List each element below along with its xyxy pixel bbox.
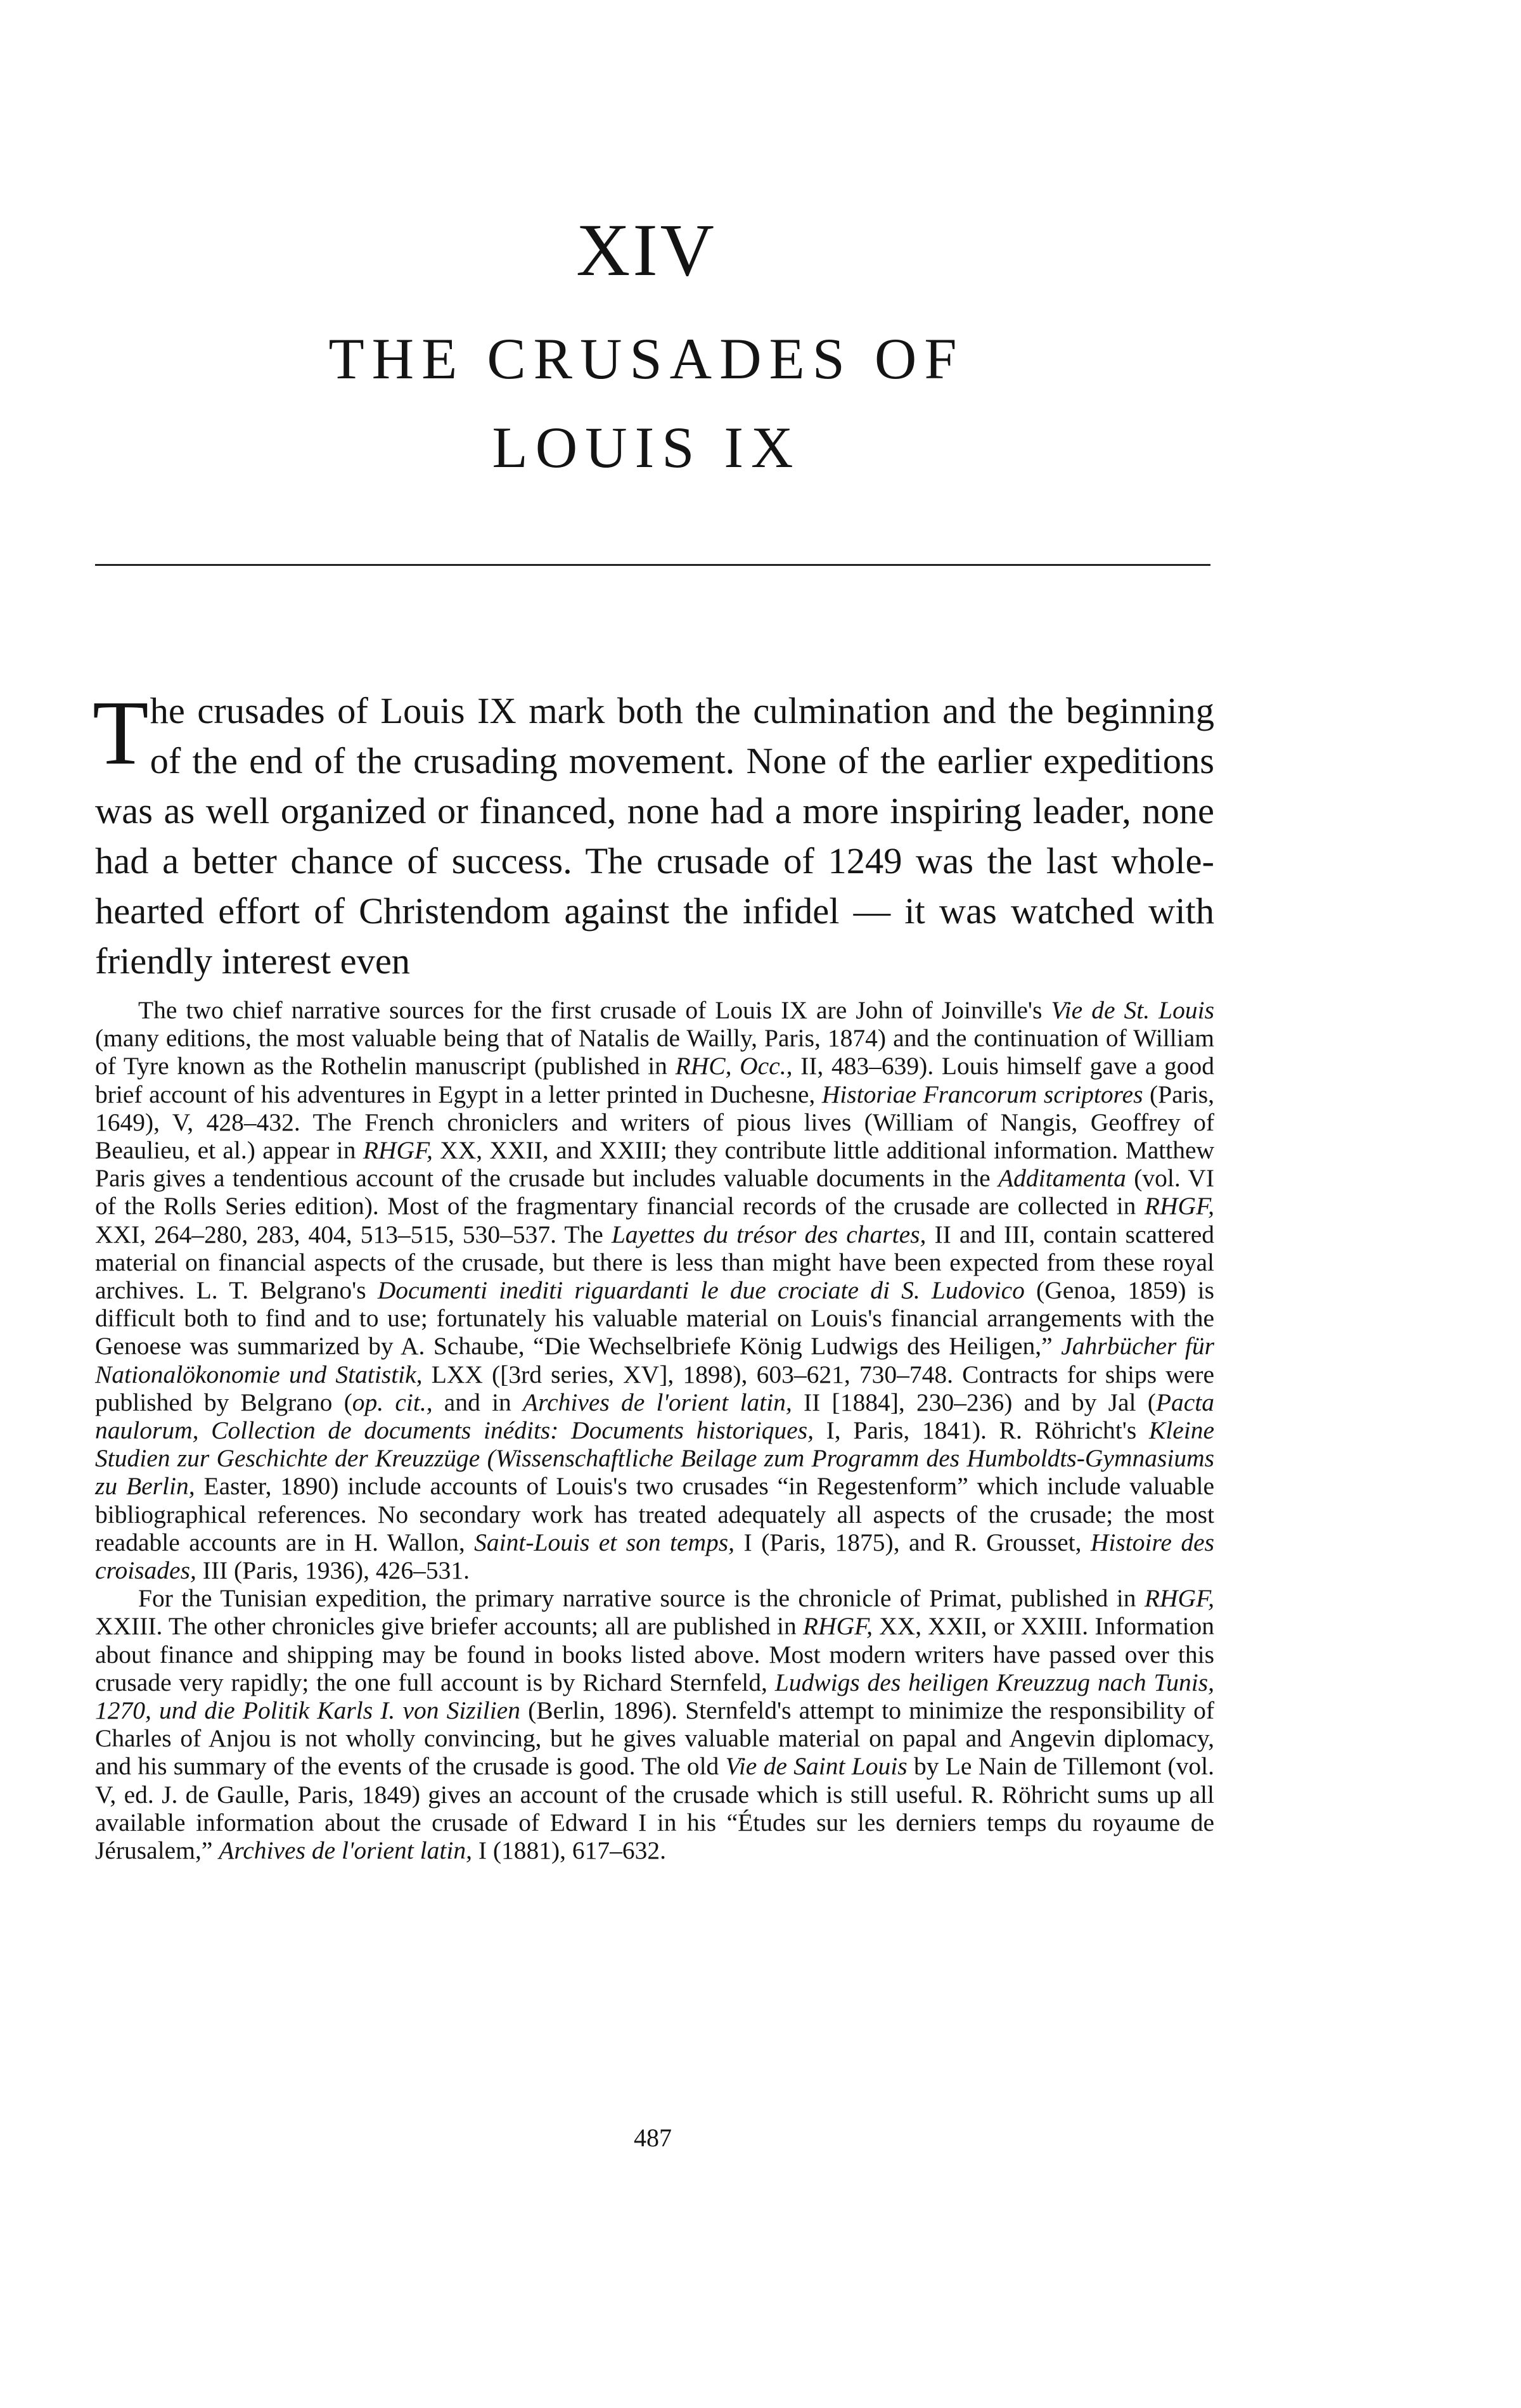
opening-paragraph-text: he crusades of Louis IX mark both the culmination and the beginning of the end of the crusading movement. None of the earlier expeditions was as well organized or financed, none had a more inspiring leader, none had a better chance of success. The crusade of 1249 was the last whole-hearted effort of Christendom against the infidel — it was watched with friendly interest even [95,690,1214,982]
footnote-text: II, 483–639). Louis himself gave a good brief account of his adventures in Egypt in a letter printed in Duchesne, [95,1052,1215,1108]
footnote-italic-title: Histoire des croisades, [95,1528,1214,1585]
footnote-italic-title: op. cit., [352,1388,433,1416]
footnote-italic-title: Kleine Studien zur Geschichte der Kreuzzüge (Wissenschaftliche Beilage zum Programm des Humboldts-Gymnasiums zu Berlin, [95,1416,1214,1501]
footnote-paragraph-1 [95,996,1214,1584]
footnote-text: XXI, 264–280, 283, 404, 513–515, 530–537. The [95,1220,612,1248]
footnote-text: I (1881), 617–632. [472,1836,667,1865]
footnote-italic-title: Archives de l'orient latin, [523,1388,792,1416]
footnote-text: I (Paris, 1875), and R. Grousset, [735,1528,1091,1556]
footnote-italic-title: RHC, Occ., [675,1052,793,1080]
footnote-text: (many editions, the most valuable being that of Natalis de Wailly, Paris, 1874) and the continuation of William of Tyre known as the Rothelin manuscript (published in [95,1024,1214,1080]
drop-cap: T [93,682,149,784]
footnote-text: by Le Nain de Tillemont (vol. V, ed. J. de Gaulle, Paris, 1849) gives an account of the crusade which is still useful. R. Röhricht sums up all available information about the crusade of Edward I in his “Études sur les derniers temps du royaume de Jérusalem,” [95,1752,1214,1865]
title-divider-rule [95,564,1210,566]
footnote-text: (Genoa, 1859) is difficult both to find and to use; fortunately his valuable material on Louis's financial arrangements with the Genoese was summarized by A. Schaube, “Die Wechselbriefe König Ludwigs des Heiligen,” [95,1276,1215,1361]
footnote-italic-title: Jahrbücher für Nationalökonomie und Statistik, [95,1332,1214,1388]
footnote-italic-title: Pacta naulorum, Collection de documents inédits: Documents historiques, [95,1388,1214,1445]
footnote-text: The two chief narrative sources for the first crusade of Louis IX are John of Joinville's [138,996,1051,1024]
footnote-italic-title: Documenti inediti riguardanti le due crociate di S. Ludovico [377,1276,1025,1305]
footnote-text: III (Paris, 1936), 426–531. [196,1556,470,1585]
footnote-italic-title: RHGF, [802,1612,873,1641]
chapter-number: XIV [576,208,717,291]
page-number: 487 [634,2123,672,2152]
chapter-title-line-2: LOUIS IX [492,415,801,480]
footnote-italic-title: Vie de St. Louis [1051,996,1214,1024]
chapter-title-line-1: THE CRUSADES OF [328,326,965,391]
footnote-italic-title: RHGF, [363,1136,433,1165]
footnote-italic-title: Additamenta [998,1164,1126,1193]
footnote-text: and in [432,1388,523,1416]
footnote-text: Easter, 1890) include accounts of Louis's two crusades “in Regestenform” which include valuable bibliographical references. No secondary work has treated adequately all aspects of the crusade; the most readable accounts are in H. Wallon, [95,1472,1214,1556]
footnote-italic-title: Layettes du trésor des chartes, [611,1220,927,1248]
footnote-text: XX, XXII, or XXIII. Information about finance and shipping may be found in books listed above. Most modern writers have passed over this crusade very rapidly; the one full account is by Richard Sternfeld, [95,1612,1214,1696]
footnote-italic-title: RHGF, [1144,1584,1214,1613]
footnote-text: I, Paris, 1841). R. Röhricht's [813,1416,1149,1445]
footnote-italic-title: Ludwigs des heiligen Kreuzzug nach Tunis, 1270, und die Politik Karls I. von Sizilien [95,1668,1214,1725]
footnote-italic-title: Vie de Saint Louis [725,1752,908,1781]
footnote-text: XXIII. The other chronicles give briefer accounts; all are published in [95,1612,803,1641]
footnote-text: For the Tunisian expedition, the primary narrative source is the chronicle of Primat, published in [138,1584,1145,1613]
footnote-text: (Paris, 1649), V, 428–432. The French chroniclers and writers of pious lives (William of Nangis, Geoffrey of Beaulieu, et al.) appear in [95,1080,1214,1165]
footnote-text: XX, XXII, and XXIII; they contribute little additional information. Matthew Paris gives a tendentious account of the crusade but includes valuable documents in the [95,1136,1214,1193]
footnote-text: (Berlin, 1896). Sternfeld's attempt to minimize the responsibility of Charles of Anjou is not wholly convincing, but he gives valuable material on papal and Angevin diplomacy, and his summary of the events of the crusade is good. The old [95,1696,1214,1781]
footnote-paragraph-2 [95,1584,1214,1864]
footnote-italic-title: Saint-Louis et son temps, [474,1528,735,1556]
footnote-text: II [1884], 230–236) and by Jal ( [792,1388,1156,1416]
footnote-italic-title: Archives de l'orient latin, [219,1836,472,1865]
footnote-italic-title: Historiae Francorum scriptores [821,1080,1143,1108]
bibliographic-footnote [95,996,1214,1864]
footnote-italic-title: RHGF, [1144,1192,1214,1220]
footnote-text: (vol. VI of the Rolls Series edition). Most of the fragmentary financial records of the crusade are collected in [95,1164,1214,1220]
footnote-text: LXX ([3rd series, XV], 1898), 603–621, 730–748. Contracts for ships were published by Belgrano ( [95,1360,1215,1416]
opening-paragraph [93,682,1214,986]
footnote-text: II and III, contain scattered material on financial aspects of the crusade, but there is less than might have been expected from these royal archives. L. T. Belgrano's [95,1220,1214,1305]
